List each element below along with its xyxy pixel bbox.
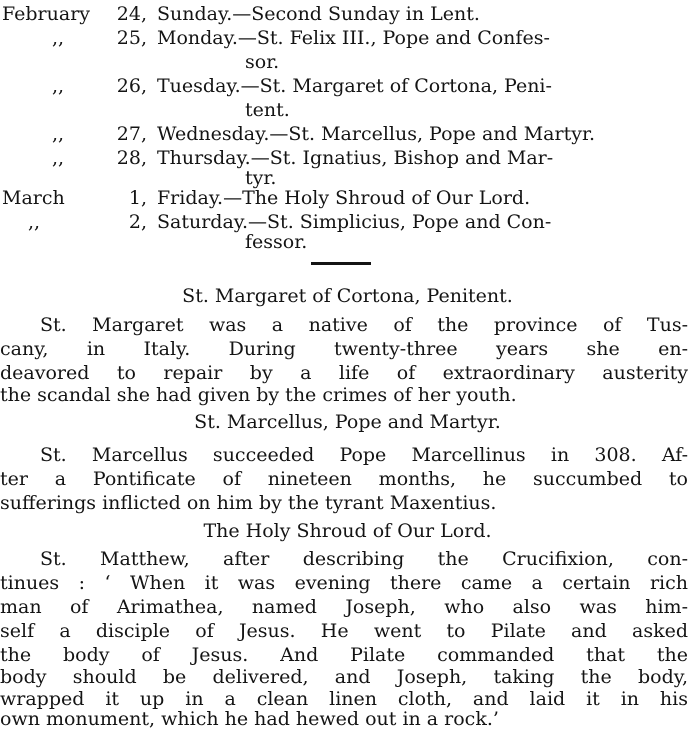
- calendar-cont-text: tyr.: [245, 167, 277, 189]
- calendar-text: Sunday.—Second Sunday in Lent.: [157, 3, 480, 25]
- article-line: man of Arimathea, named Joseph, who also was him-: [0, 596, 688, 618]
- calendar-day: 28,: [116, 147, 147, 169]
- calendar-day: 25,: [116, 27, 147, 49]
- calendar-month: ,,: [52, 75, 65, 97]
- article-line: St. Margaret was a native of the province of Tus-: [40, 314, 688, 336]
- article-line: body should be delivered, and Joseph, taking the body,: [0, 666, 688, 688]
- calendar-month: ,,: [52, 27, 65, 49]
- article-line: wrapped it up in a clean linen cloth, and laid it in his: [0, 688, 688, 710]
- calendar-month: March: [2, 187, 65, 209]
- calendar-day: 24,: [116, 3, 147, 25]
- calendar-month: February: [2, 3, 91, 25]
- calendar-text: Friday.—The Holy Shroud of Our Lord.: [157, 187, 531, 209]
- calendar-day: 26,: [116, 75, 147, 97]
- article-line: cany, in Italy. During twenty-three years she en-: [0, 338, 688, 360]
- section-divider: [311, 262, 371, 265]
- article-line: sufferings inflicted on him by the tyrant Maxentius.: [0, 492, 497, 514]
- calendar-text: Wednesday.—St. Marcellus, Pope and Martyr.: [157, 123, 595, 145]
- article-line: St. Matthew, after describing the Crucifixion, con-: [40, 548, 688, 570]
- article-heading: St. Margaret of Cortona, Penitent.: [182, 285, 513, 307]
- calendar-text: Tuesday.—St. Margaret of Cortona, Peni-: [157, 75, 552, 97]
- article-line: self a disciple of Jesus. He went to Pilate and asked: [0, 620, 688, 642]
- calendar-text: Saturday.—St. Simplicius, Pope and Con-: [157, 211, 552, 233]
- calendar-cont-text: fessor.: [245, 231, 308, 253]
- calendar-month: ,,: [52, 147, 65, 169]
- article-line: deavored to repair by a life of extraordinary austerity: [0, 362, 688, 384]
- calendar-day: 27,: [116, 123, 147, 145]
- calendar-day: 2,: [128, 211, 147, 233]
- article-line: own monument, which he had hewed out in a rock.’: [0, 708, 499, 730]
- calendar-month: ,,: [28, 211, 41, 233]
- article-heading: St. Marcellus, Pope and Martyr.: [194, 411, 501, 433]
- calendar-text: Monday.—St. Felix III., Pope and Confes-: [157, 27, 550, 49]
- article-line: the body of Jesus. And Pilate commanded that the: [0, 644, 688, 666]
- calendar-cont-text: tent.: [245, 99, 290, 121]
- article-line: tinues : ‘ When it was evening there came a certain rich: [0, 572, 688, 594]
- calendar-month: ,,: [52, 123, 65, 145]
- article-line: the scandal she had given by the crimes of her youth.: [0, 384, 517, 406]
- calendar-text: Thursday.—St. Ignatius, Bishop and Mar-: [157, 147, 554, 169]
- calendar-day: 1,: [128, 187, 147, 209]
- calendar-cont-text: sor.: [245, 51, 280, 73]
- article-heading: The Holy Shroud of Our Lord.: [203, 520, 492, 542]
- article-line: ter a Pontificate of nineteen months, he succumbed to: [0, 468, 688, 490]
- article-line: St. Marcellus succeeded Pope Marcellinus in 308. Af-: [40, 444, 688, 466]
